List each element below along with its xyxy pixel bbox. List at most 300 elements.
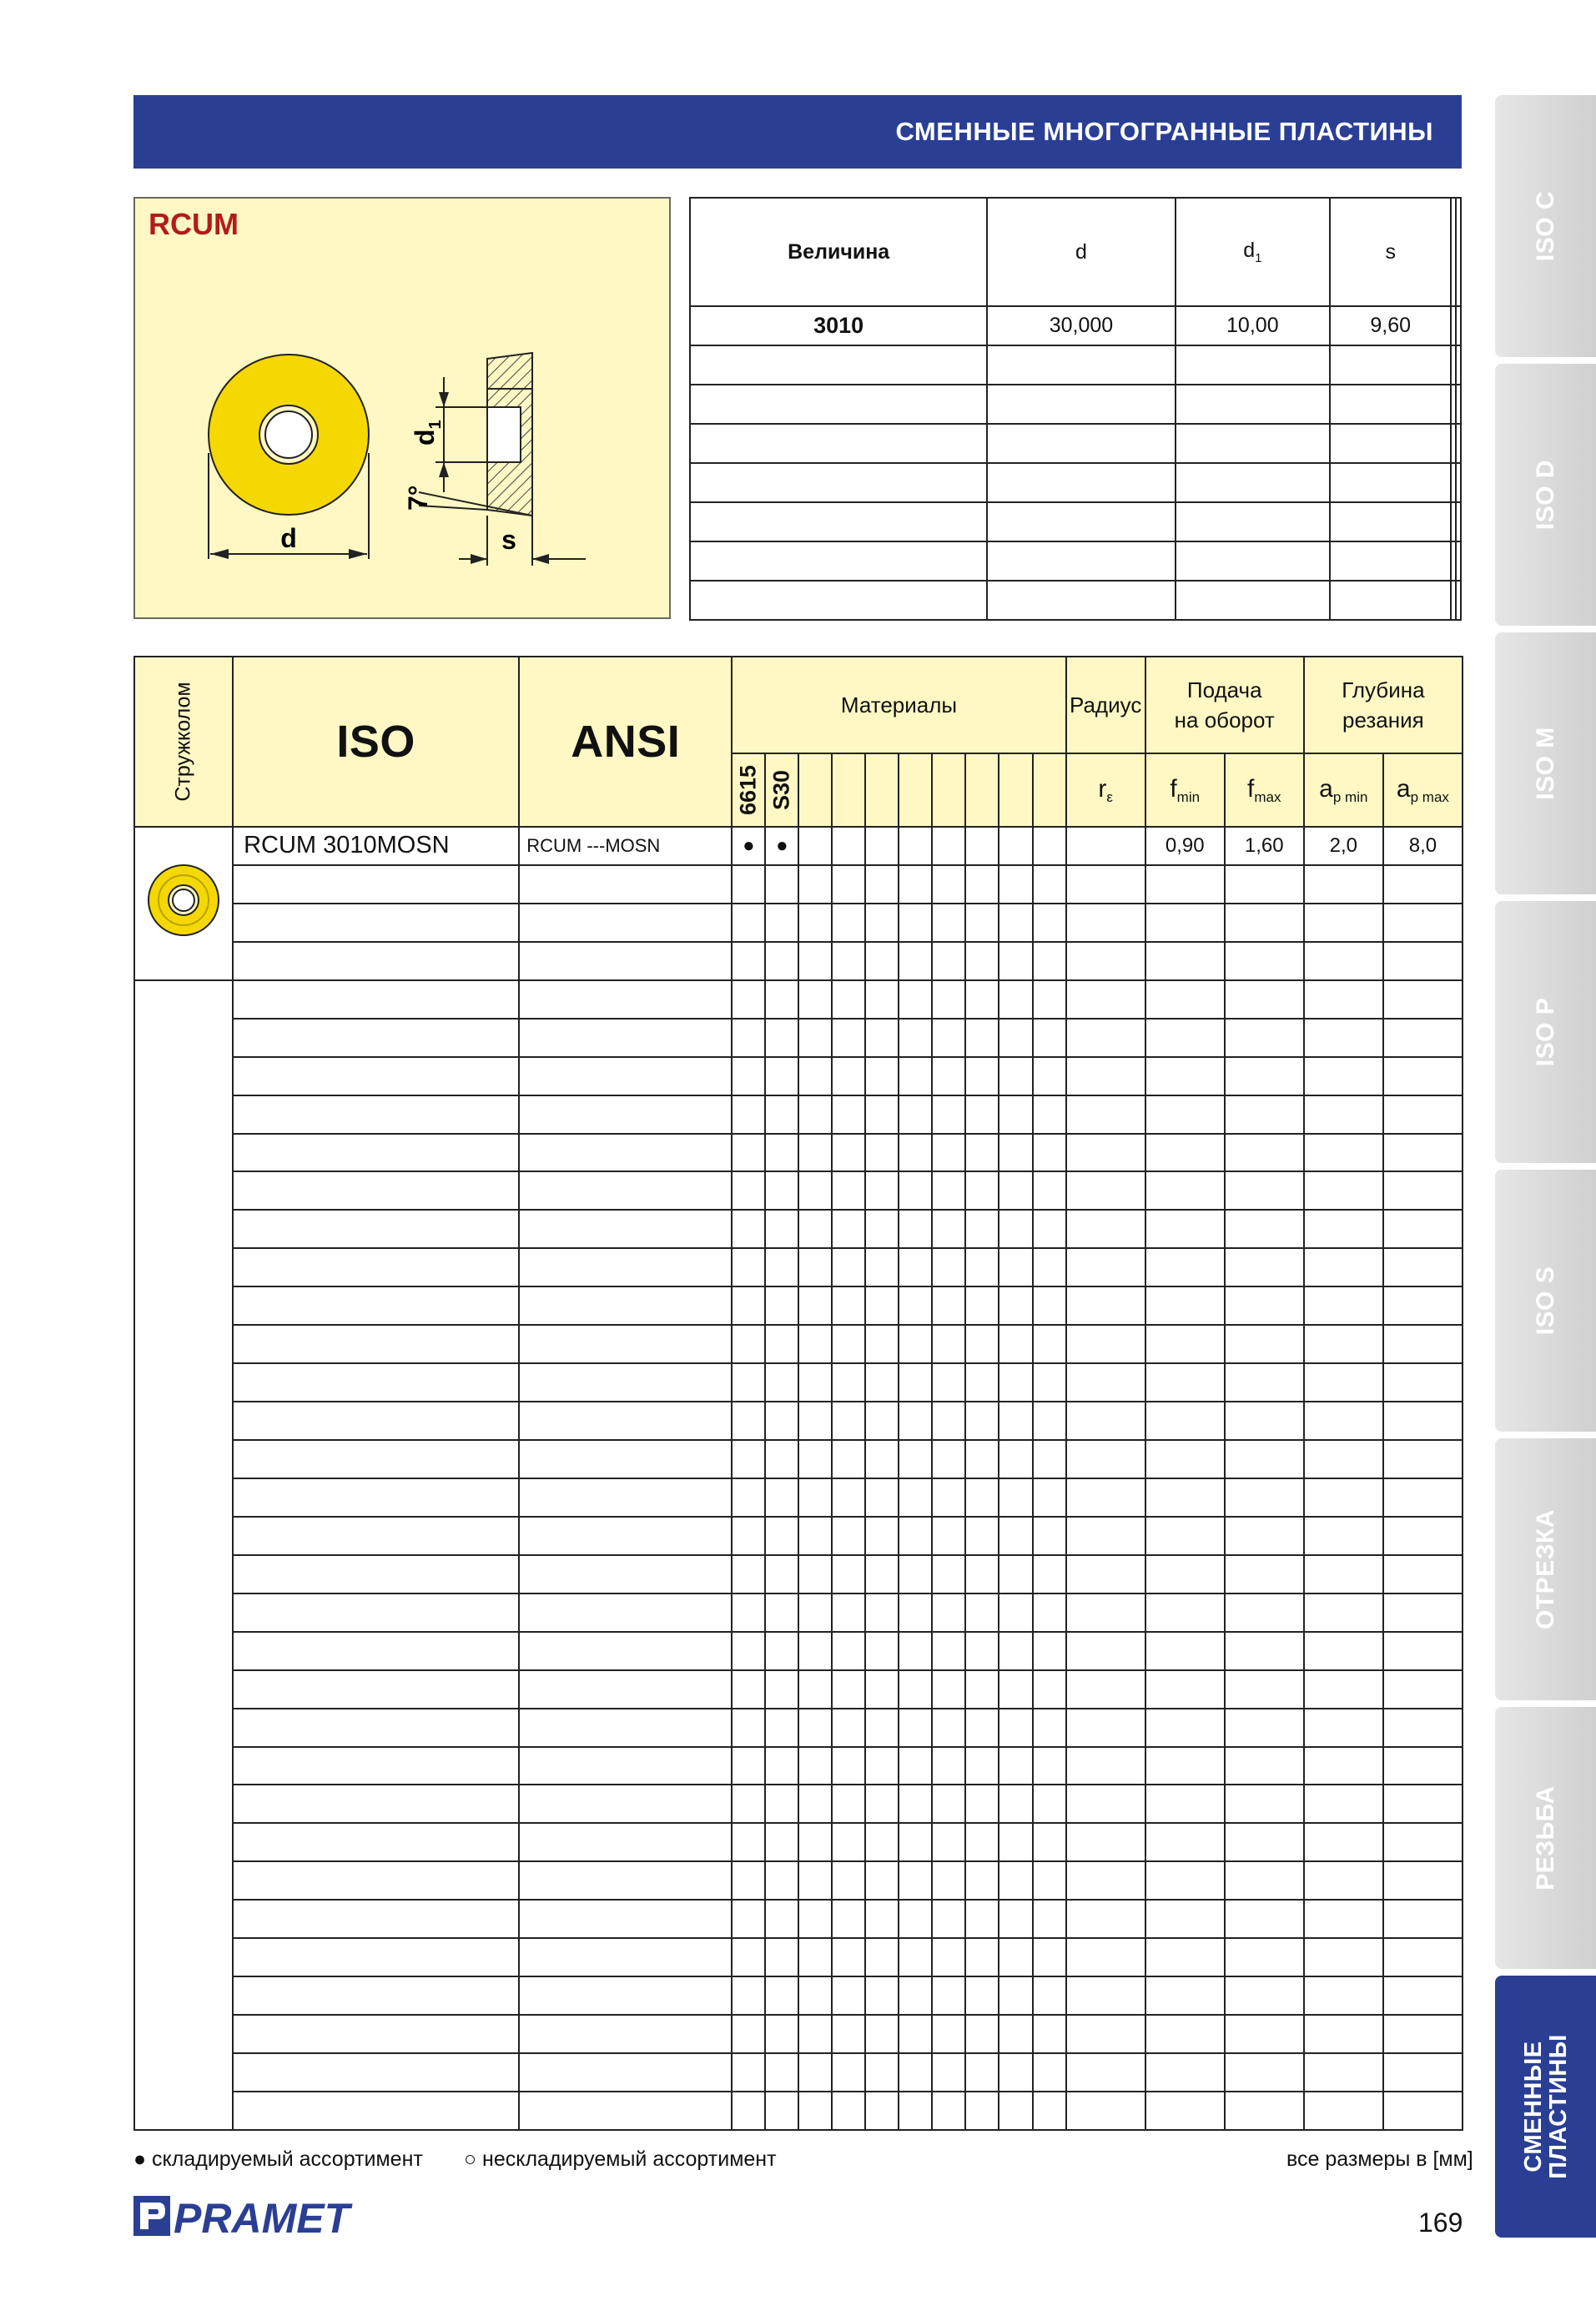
dim-cell — [690, 385, 987, 424]
grade-cell — [832, 827, 865, 865]
grade-cell — [865, 1171, 899, 1210]
grade-cell — [798, 1402, 832, 1440]
grade-cell — [765, 2092, 798, 2130]
grade-cell — [899, 1823, 932, 1861]
apmax-cell — [1383, 1057, 1463, 1095]
grade-cell — [1033, 1402, 1066, 1440]
ansi-code-cell — [519, 942, 732, 980]
fmin-cell — [1145, 2092, 1225, 2130]
grade-cell — [1033, 1555, 1066, 1594]
radius-cell — [1066, 2092, 1145, 2130]
dim-cell — [1176, 424, 1330, 463]
grade-cell — [798, 942, 832, 980]
grade-cell — [865, 1747, 899, 1785]
grade-cell — [999, 1861, 1032, 1900]
iso-code-cell — [233, 2092, 519, 2130]
grade-cell — [732, 1632, 765, 1670]
grade-cell — [999, 980, 1032, 1019]
grade-cell — [865, 2092, 899, 2130]
grade-cell — [832, 904, 865, 942]
ansi-code-cell — [519, 2053, 732, 2092]
grade-cell — [865, 1861, 899, 1900]
fmax-cell — [1225, 980, 1304, 1019]
fmin-cell — [1145, 1747, 1225, 1785]
apmax-cell — [1383, 1823, 1463, 1861]
fmin-cell — [1145, 2053, 1225, 2092]
fmin-cell — [1145, 1210, 1225, 1248]
iso-code-cell — [233, 980, 519, 1019]
table-row — [134, 1210, 1463, 1248]
dim-row — [690, 385, 1461, 424]
grade-cell — [765, 865, 798, 904]
side-tab-0[interactable] — [1495, 95, 1596, 357]
grade-cell — [965, 904, 999, 942]
apmax-cell — [1383, 1517, 1463, 1555]
grade-cell — [832, 1555, 865, 1594]
apmax-cell — [1383, 1171, 1463, 1210]
apmin-cell — [1304, 1478, 1383, 1517]
grade-cell — [999, 904, 1032, 942]
radius-cell — [1066, 1019, 1145, 1057]
ansi-code-cell — [519, 2015, 732, 2053]
grade-cell — [965, 1478, 999, 1517]
grade-cell — [899, 1976, 932, 2015]
apmax-cell — [1383, 1478, 1463, 1517]
fmax-cell — [1225, 942, 1304, 980]
grade-cell — [999, 1019, 1032, 1057]
grade-cell — [732, 1057, 765, 1095]
grade-cell — [932, 1976, 965, 2015]
grade-cell — [832, 1286, 865, 1325]
apmax-cell — [1383, 865, 1463, 904]
grade-cell — [732, 1555, 765, 1594]
grade-cell — [932, 1325, 965, 1363]
grade-cell — [965, 1709, 999, 1747]
apmax-cell — [1383, 1632, 1463, 1670]
grade-cell — [932, 1019, 965, 1057]
grade-cell — [732, 942, 765, 980]
grade-cell — [798, 1709, 832, 1747]
ansi-code-cell — [519, 1478, 732, 1517]
grade-cell — [932, 2015, 965, 2053]
grade-cell — [765, 1709, 798, 1747]
grade-cell — [798, 1363, 832, 1402]
grade-cell — [832, 1709, 865, 1747]
grade-cell — [865, 1517, 899, 1555]
grade-cell — [765, 2015, 798, 2053]
grade-cell — [965, 1900, 999, 1938]
grade-cell — [832, 1210, 865, 1248]
table-row — [134, 1632, 1463, 1670]
grade-cell — [1033, 1440, 1066, 1478]
table-row — [134, 1517, 1463, 1555]
side-tab-2[interactable] — [1495, 632, 1596, 894]
label-s: s — [501, 525, 516, 555]
side-tab-label: ISO D — [1531, 459, 1559, 531]
grade-cell — [932, 1248, 965, 1286]
grade-cell — [865, 1325, 899, 1363]
ansi-code-cell — [519, 1325, 732, 1363]
ansi-code-cell — [519, 1402, 732, 1440]
dim-cell — [1456, 541, 1461, 581]
grade-cell — [932, 1861, 965, 1900]
grade-cell — [1033, 1747, 1066, 1785]
radius-cell — [1066, 1594, 1145, 1632]
dim-cell — [1330, 385, 1451, 424]
grade-cell — [765, 1210, 798, 1248]
grade-cell — [798, 1555, 832, 1594]
side-tab-label: ISO M — [1531, 727, 1559, 800]
dim-cell — [1176, 463, 1330, 502]
grade-cell — [932, 865, 965, 904]
grade-cell — [932, 1938, 965, 1976]
iso-code-cell: RCUM 3010MOSN — [233, 827, 519, 865]
fmax-cell — [1225, 1709, 1304, 1747]
radius-cell — [1066, 1861, 1145, 1900]
dim-row — [690, 502, 1461, 541]
ansi-code-cell — [519, 1517, 732, 1555]
grade-cell — [965, 1785, 999, 1823]
fmax-cell — [1225, 1670, 1304, 1709]
grade-cell — [765, 1785, 798, 1823]
grade-cell — [932, 1363, 965, 1402]
table-row — [134, 1019, 1463, 1057]
grade-cell — [732, 865, 765, 904]
grade-cell — [932, 827, 965, 865]
iso-code-cell — [233, 1976, 519, 2015]
grade-cell — [899, 1900, 932, 1938]
table-row — [134, 1286, 1463, 1325]
side-tab-label: ISO P — [1531, 997, 1559, 1067]
grade-header-5 — [899, 753, 932, 827]
grade-cell — [832, 1900, 865, 1938]
grade-cell — [765, 1402, 798, 1440]
grade-cell — [999, 942, 1032, 980]
grade-cell — [865, 1440, 899, 1478]
iso-code-cell — [233, 1286, 519, 1325]
ansi-code-cell — [519, 1938, 732, 1976]
iso-code-cell — [233, 1171, 519, 1210]
depth-header: Глубина резания — [1304, 657, 1463, 753]
fmin-cell — [1145, 1478, 1225, 1517]
apmin-cell — [1304, 1861, 1383, 1900]
grade-cell — [965, 2015, 999, 2053]
table-row — [134, 1057, 1463, 1095]
dim-cell — [987, 541, 1175, 581]
grade-cell — [832, 1594, 865, 1632]
grade-cell — [798, 1325, 832, 1363]
grade-cell — [899, 980, 932, 1019]
grade-cell — [832, 1134, 865, 1172]
grade-cell — [899, 1785, 932, 1823]
grade-cell — [798, 1478, 832, 1517]
grade-cell — [865, 1670, 899, 1709]
apmin-cell — [1304, 865, 1383, 904]
grade-cell — [999, 1976, 1032, 2015]
radius-header: Радиус — [1066, 657, 1145, 753]
grade-cell — [732, 2053, 765, 2092]
dim-cell — [1330, 463, 1451, 502]
grade-cell — [798, 980, 832, 1019]
apmin-cell — [1304, 1632, 1383, 1670]
fmin-cell — [1145, 1019, 1225, 1057]
feed-header: Подача на оборот — [1145, 657, 1304, 753]
ansi-code-cell — [519, 1670, 732, 1709]
grade-cell — [732, 1747, 765, 1785]
grade-cell — [999, 1938, 1032, 1976]
grade-cell — [865, 1976, 899, 2015]
fmax-cell — [1225, 1095, 1304, 1134]
fmax-cell: 1,60 — [1225, 827, 1304, 865]
iso-code-cell — [233, 2053, 519, 2092]
grade-cell — [765, 1861, 798, 1900]
apmax-cell: 8,0 — [1383, 827, 1463, 865]
dim-cell — [987, 345, 1175, 385]
grade-cell — [865, 1785, 899, 1823]
ansi-code-cell — [519, 1095, 732, 1134]
ansi-code-cell — [519, 1363, 732, 1402]
grade-cell — [965, 1248, 999, 1286]
grade-cell — [932, 1900, 965, 1938]
apmax-cell — [1383, 1900, 1463, 1938]
dim-cell — [1176, 541, 1330, 581]
table-row — [134, 904, 1463, 942]
fmin-cell — [1145, 1823, 1225, 1861]
grade-cell — [965, 865, 999, 904]
grade-cell — [765, 1019, 798, 1057]
apmin-cell — [1304, 1248, 1383, 1286]
dim-cell — [1456, 385, 1461, 424]
grade-cell — [899, 2053, 932, 2092]
table-row — [134, 1440, 1463, 1478]
radius-cell — [1066, 1670, 1145, 1709]
grade-cell — [798, 1785, 832, 1823]
grade-cell — [965, 1171, 999, 1210]
fmax-cell — [1225, 1325, 1304, 1363]
fmin-cell — [1145, 942, 1225, 980]
grade-cell — [798, 1861, 832, 1900]
grade-cell — [732, 1134, 765, 1172]
grade-cell — [932, 1171, 965, 1210]
grade-cell — [999, 2053, 1032, 2092]
grade-cell — [965, 827, 999, 865]
radius-cell — [1066, 1363, 1145, 1402]
apmax-cell — [1383, 1861, 1463, 1900]
grade-cell — [899, 1248, 932, 1286]
grade-cell — [899, 1555, 932, 1594]
fmin-cell — [1145, 865, 1225, 904]
apmax-cell — [1383, 1210, 1463, 1248]
ansi-code-cell: RCUM ---MOSN — [519, 827, 732, 865]
grade-header-7 — [965, 753, 999, 827]
apmin-cell — [1304, 1057, 1383, 1095]
side-tab-3[interactable] — [1495, 901, 1596, 1163]
dimensions-table — [689, 197, 1462, 621]
grade-cell — [965, 1938, 999, 1976]
radius-cell — [1066, 1555, 1145, 1594]
iso-code-cell — [233, 2015, 519, 2053]
apmax-cell — [1383, 1938, 1463, 1976]
grade-cell — [732, 2092, 765, 2130]
fmax-cell — [1225, 1900, 1304, 1938]
fmin-cell — [1145, 1709, 1225, 1747]
dim-row — [690, 581, 1461, 620]
side-tab-5[interactable] — [1495, 1438, 1596, 1700]
fmax-cell — [1225, 1478, 1304, 1517]
grade-cell — [798, 2015, 832, 2053]
apmin-cell — [1304, 1594, 1383, 1632]
legend-nonstock: ○ нескладируемый ассортимент — [464, 2147, 777, 2171]
grade-cell — [999, 1095, 1032, 1134]
grade-cell — [832, 1478, 865, 1517]
grade-cell — [899, 2092, 932, 2130]
apmin-cell — [1304, 1670, 1383, 1709]
fmax-cell — [1225, 1057, 1304, 1095]
grade-cell — [932, 1440, 965, 1478]
iso-code-cell — [233, 1938, 519, 1976]
radius-cell — [1066, 1709, 1145, 1747]
grade-cell — [899, 1747, 932, 1785]
apmin-cell — [1304, 1363, 1383, 1402]
grade-cell — [865, 1823, 899, 1861]
grade-cell — [832, 2053, 865, 2092]
iso-code-cell — [233, 1861, 519, 1900]
side-tab-7[interactable] — [1495, 1976, 1596, 2238]
materials-header: Материалы — [732, 657, 1065, 753]
dim-row — [690, 463, 1461, 502]
grade-header-8 — [999, 753, 1032, 827]
ansi-code-cell — [519, 1747, 732, 1785]
ansi-code-cell — [519, 1555, 732, 1594]
grade-cell — [899, 1594, 932, 1632]
iso-code-cell — [233, 1555, 519, 1594]
grade-cell — [999, 1363, 1032, 1402]
grade-cell — [999, 1555, 1032, 1594]
grade-cell — [932, 1478, 965, 1517]
grade-cell — [765, 1134, 798, 1172]
grade-cell — [798, 1440, 832, 1478]
ansi-code-cell — [519, 1210, 732, 1248]
apmin-cell — [1304, 1019, 1383, 1057]
grade-cell — [798, 1747, 832, 1785]
grade-cell — [1033, 1095, 1066, 1134]
grade-cell — [965, 980, 999, 1019]
iso-code-cell — [233, 1709, 519, 1747]
grade-cell — [932, 904, 965, 942]
fmax-cell — [1225, 904, 1304, 942]
grade-cell — [732, 2015, 765, 2053]
grade-cell — [1033, 1248, 1066, 1286]
grade-cell — [999, 2092, 1032, 2130]
side-tab-label: ISO C — [1531, 190, 1559, 262]
grade-cell — [865, 827, 899, 865]
product-title: RCUM — [149, 207, 239, 241]
grade-cell — [865, 1938, 899, 1976]
grade-cell — [1033, 1670, 1066, 1709]
page-number: 169 — [1418, 2208, 1463, 2238]
table-row — [134, 2053, 1463, 2092]
radius-cell — [1066, 1785, 1145, 1823]
units-note: все размеры в [мм] — [1286, 2147, 1473, 2171]
grade-cell — [932, 1594, 965, 1632]
apmax-cell — [1383, 980, 1463, 1019]
apmin-cell — [1304, 1517, 1383, 1555]
label-angle: 7° — [403, 485, 433, 511]
dim-cell — [987, 581, 1175, 620]
iso-code-cell — [233, 1478, 519, 1517]
grade-cell — [832, 1938, 865, 1976]
side-tab-4[interactable] — [1495, 1170, 1596, 1432]
radius-cell — [1066, 1286, 1145, 1325]
grade-cell — [899, 1709, 932, 1747]
table-row — [134, 1976, 1463, 2015]
apmin-cell — [1304, 942, 1383, 980]
grade-cell — [765, 1823, 798, 1861]
grade-cell — [732, 1402, 765, 1440]
ansi-code-cell — [519, 1286, 732, 1325]
legend-stock: ● складируемый ассортимент — [133, 2147, 423, 2171]
grade-cell — [999, 1785, 1032, 1823]
grade-cell — [832, 1861, 865, 1900]
grade-cell — [732, 1210, 765, 1248]
grade-cell — [965, 1976, 999, 2015]
dim-cell — [690, 463, 987, 502]
dim-cell — [1456, 345, 1461, 385]
ansi-code-cell — [519, 1900, 732, 1938]
apmax-cell — [1383, 1747, 1463, 1785]
side-tab-6[interactable] — [1495, 1707, 1596, 1969]
grade-cell — [932, 1517, 965, 1555]
pramet-logo — [133, 2193, 367, 2239]
grade-cell — [865, 2015, 899, 2053]
grade-cell — [732, 1019, 765, 1057]
dim-header-cell: Величина — [690, 198, 987, 306]
grade-cell — [899, 1057, 932, 1095]
grade-cell — [899, 1325, 932, 1363]
header-bar — [133, 95, 1462, 169]
grade-cell — [1033, 2053, 1066, 2092]
grade-cell — [798, 1134, 832, 1172]
fmax-cell — [1225, 1134, 1304, 1172]
dim-cell — [690, 345, 987, 385]
grade-cell — [999, 1171, 1032, 1210]
grade-cell — [965, 2053, 999, 2092]
grade-cell — [798, 1057, 832, 1095]
grade-cell — [932, 1632, 965, 1670]
iso-code-cell — [233, 1248, 519, 1286]
fmax-cell — [1225, 1594, 1304, 1632]
grade-cell — [932, 2092, 965, 2130]
apmin-cell — [1304, 2015, 1383, 2053]
grade-cell — [732, 1976, 765, 2015]
fmin-cell — [1145, 1440, 1225, 1478]
apmax-cell — [1383, 2015, 1463, 2053]
grade-cell — [765, 1976, 798, 2015]
ansi-code-cell — [519, 1019, 732, 1057]
grade-cell — [798, 2053, 832, 2092]
grade-cell — [965, 1517, 999, 1555]
grade-cell — [899, 1670, 932, 1709]
table-row — [134, 1709, 1463, 1747]
grade-cell — [965, 1057, 999, 1095]
table-row — [134, 1134, 1463, 1172]
fmax-cell — [1225, 1861, 1304, 1900]
ansi-code-cell — [519, 865, 732, 904]
grade-cell — [1033, 1517, 1066, 1555]
grade-cell — [765, 1670, 798, 1709]
grade-cell — [899, 1210, 932, 1248]
side-tab-1[interactable] — [1495, 364, 1596, 626]
